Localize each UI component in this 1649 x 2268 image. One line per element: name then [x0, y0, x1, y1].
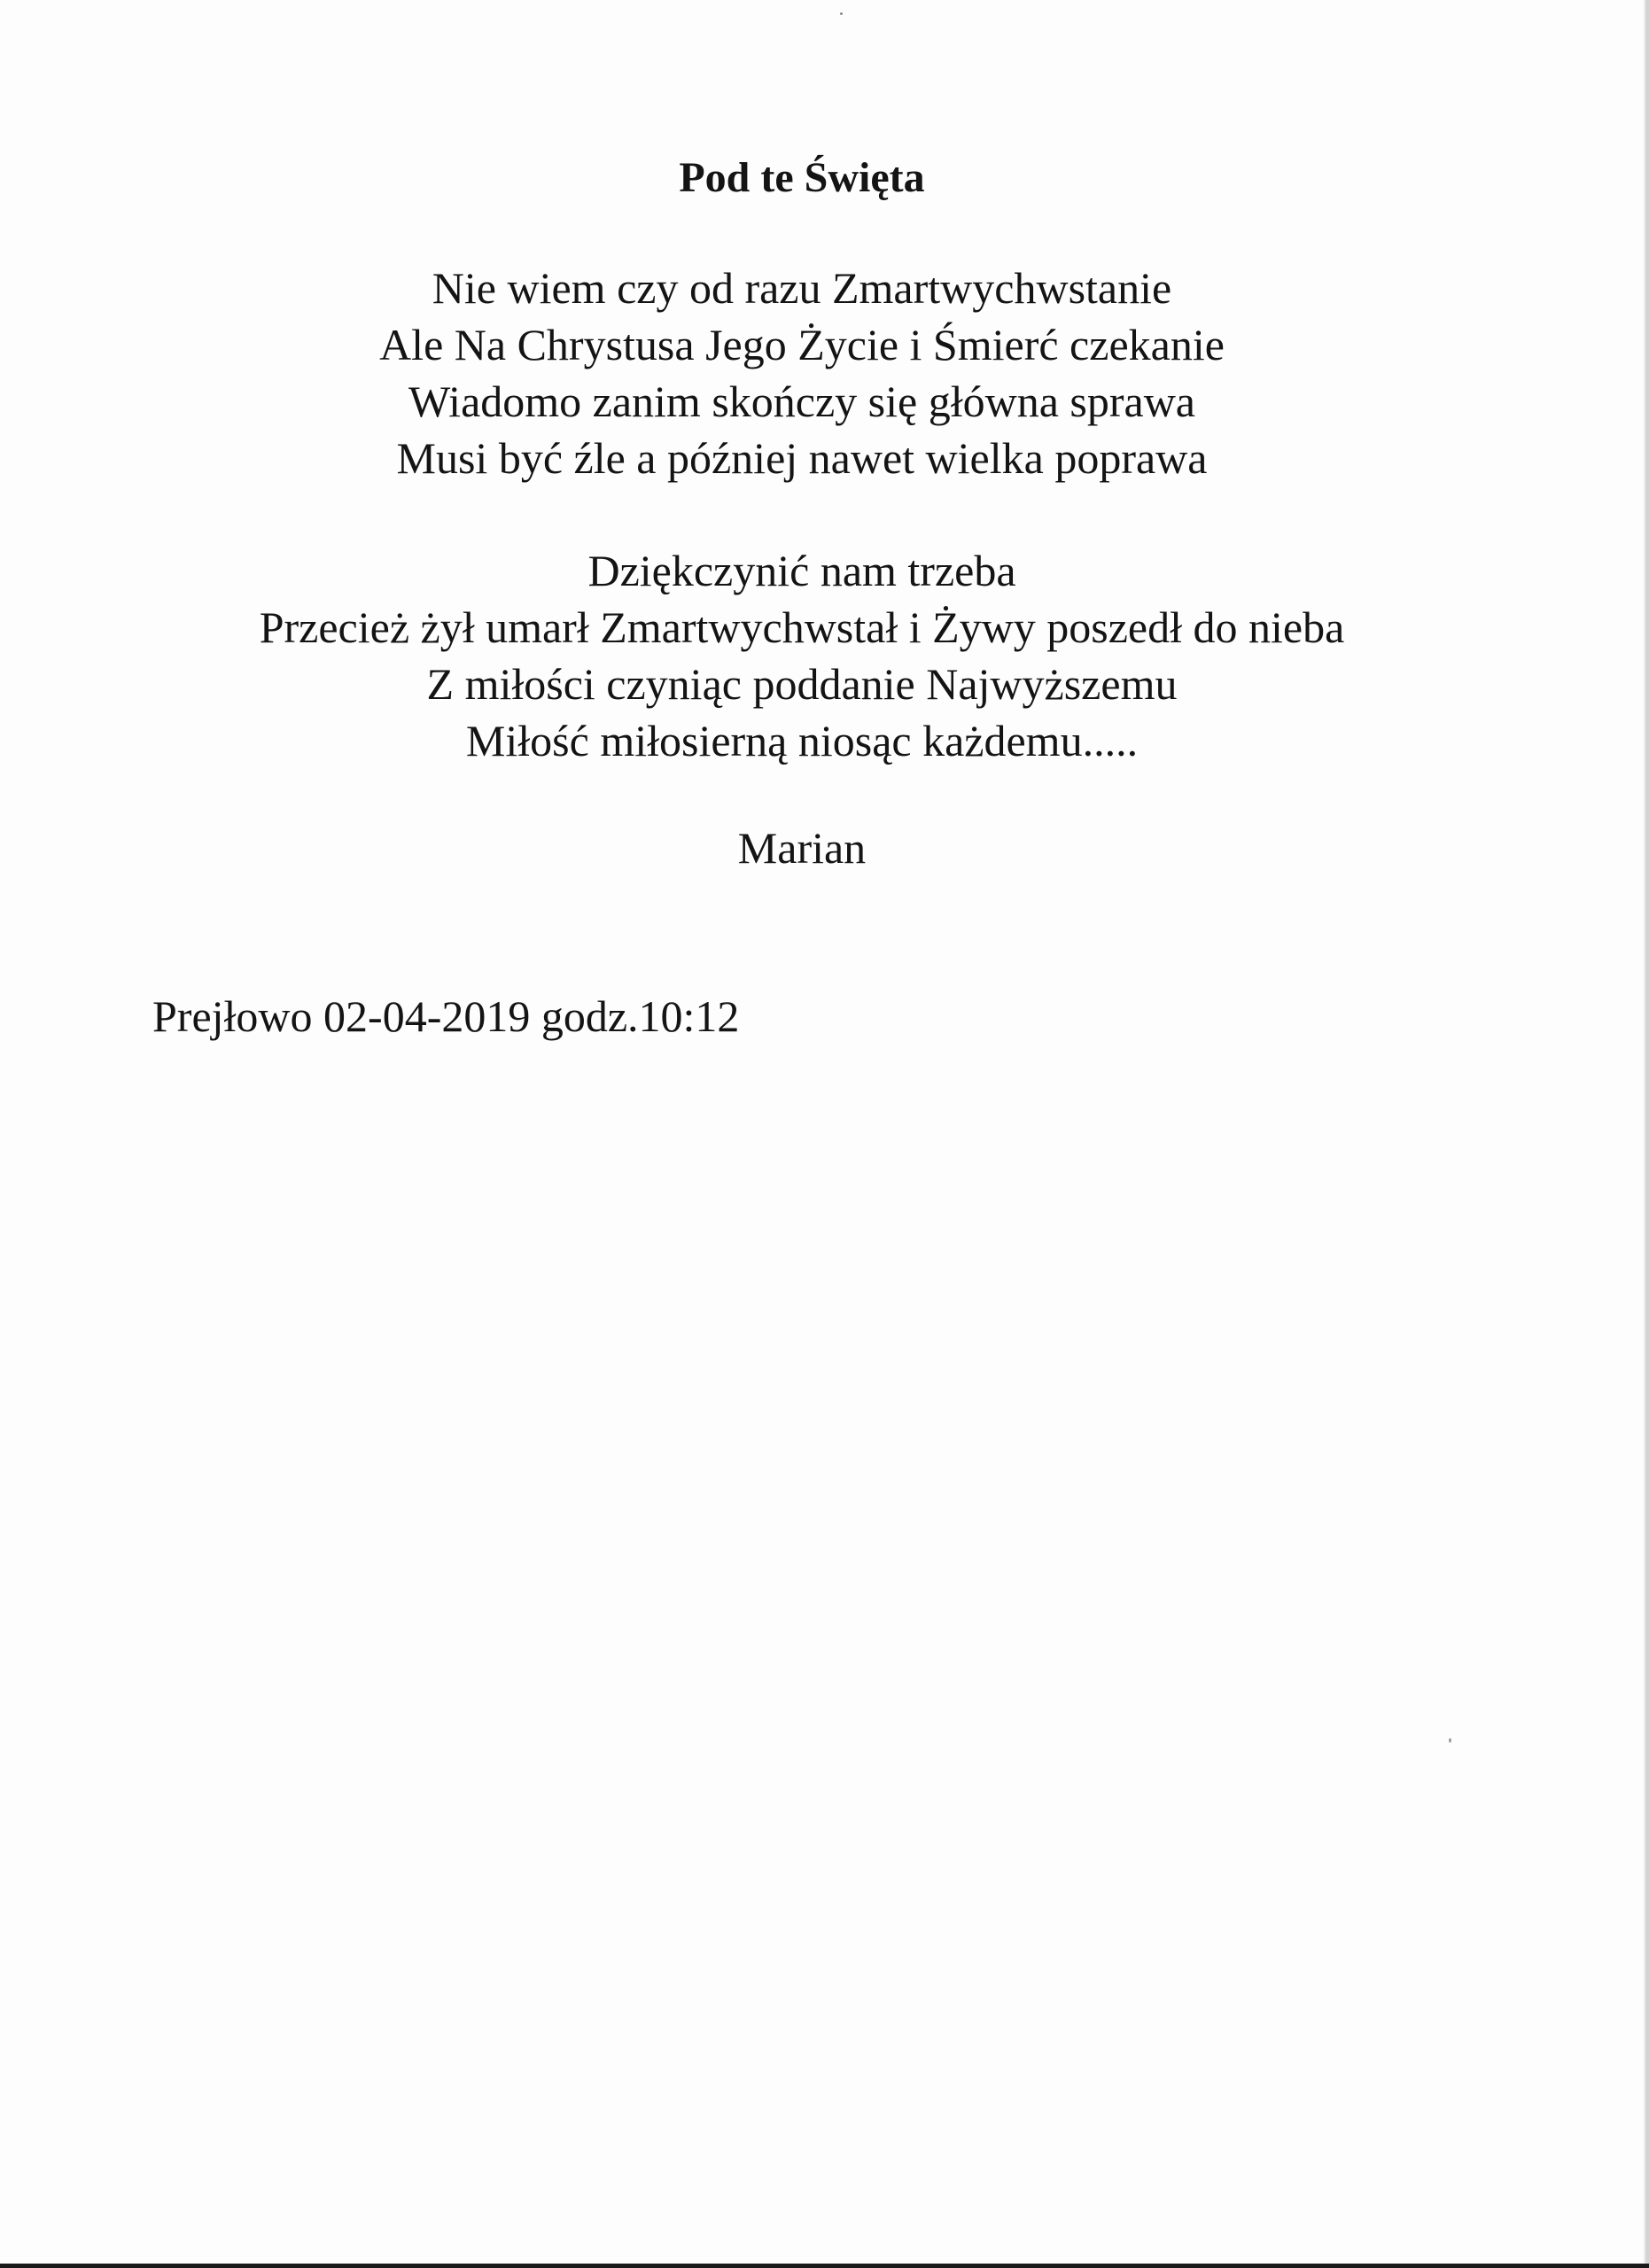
- poem-line: Wiadomo zanim skończy się główna sprawa: [408, 377, 1195, 426]
- scan-edge-bottom: [0, 2264, 1649, 2268]
- poem-line: Ale Na Chrystusa Jego Życie i Śmierć czekanie: [379, 320, 1225, 369]
- scan-speck: [840, 12, 843, 15]
- poem-line: Nie wiem czy od razu Zmartwychwstanie: [432, 263, 1172, 313]
- stanza-1: [0, 260, 1604, 486]
- poem-line: Z miłości czyniąc poddanie Najwyższemu: [426, 659, 1178, 709]
- stanza-2: [0, 542, 1604, 769]
- scan-edge-right: [1645, 0, 1649, 2268]
- poem-line: Miłość miłosierną niosąc każdemu.....: [465, 716, 1139, 765]
- poem-line: Przecież żył umarł Zmartwychwstał i Żywy poszedł do nieba: [259, 602, 1345, 652]
- author-signature: Marian: [737, 823, 867, 873]
- poem-line: Musi być źle a później nawet wielka poprawa: [396, 433, 1208, 483]
- place-and-date: Prejłowo 02-04-2019 godz.10:12: [152, 991, 740, 1041]
- scan-speck: [1449, 1738, 1451, 1743]
- poem-line: Dziękczynić nam trzeba: [587, 546, 1016, 595]
- poem-title: Pod te Święta: [679, 154, 925, 201]
